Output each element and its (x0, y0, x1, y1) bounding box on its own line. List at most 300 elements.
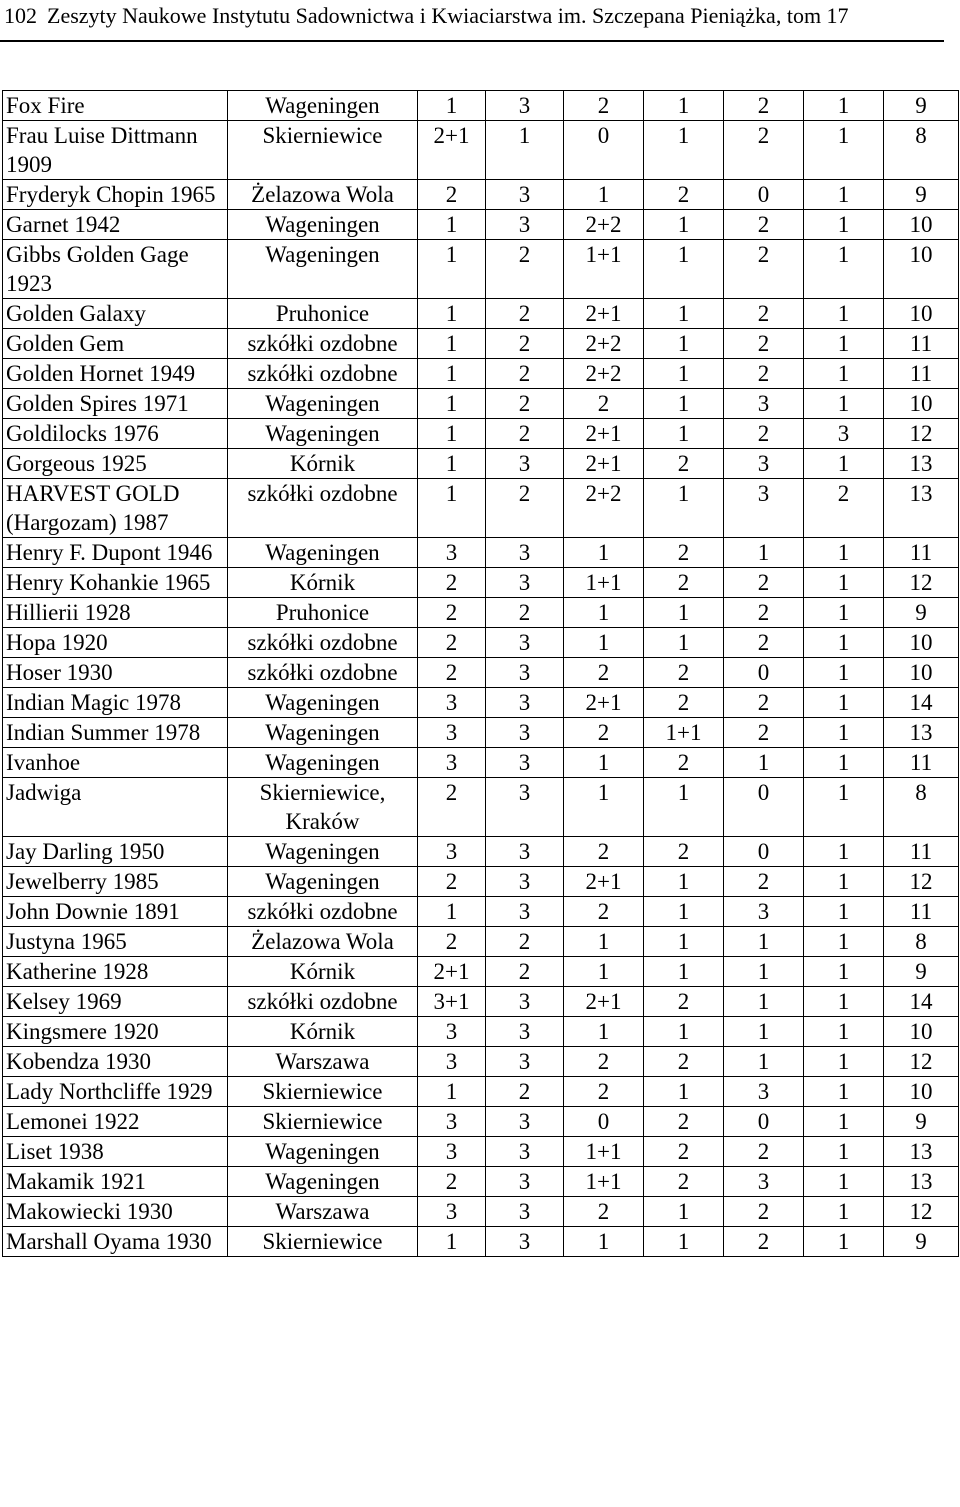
total-score-cell: 14 (884, 987, 959, 1017)
origin-cell: szkółki ozdobne (228, 897, 418, 927)
score-cell: 2 (486, 299, 564, 329)
score-cell: 1 (418, 299, 486, 329)
score-cell: 1 (804, 718, 884, 748)
score-cell: 2 (724, 867, 804, 897)
cultivar-name-cell: Marshall Oyama 1930 (3, 1227, 228, 1257)
score-cell: 1 (644, 1077, 724, 1107)
score-cell: 3 (486, 1197, 564, 1227)
score-cell: 0 (724, 180, 804, 210)
score-cell: 3 (486, 987, 564, 1017)
total-score-cell: 10 (884, 210, 959, 240)
score-cell: 2 (644, 748, 724, 778)
score-cell: 3 (486, 1047, 564, 1077)
score-cell: 1 (804, 1047, 884, 1077)
table-row (3, 897, 959, 927)
score-cell: 3 (486, 1107, 564, 1137)
page-header (0, 0, 944, 42)
score-cell: 2 (564, 897, 644, 927)
cultivar-name-cell: Makowiecki 1930 (3, 1197, 228, 1227)
score-cell: 1 (804, 927, 884, 957)
cultivar-table (2, 90, 959, 1257)
total-score-cell: 11 (884, 748, 959, 778)
origin-cell: Kórnik (228, 1017, 418, 1047)
origin-cell: Wageningen (228, 210, 418, 240)
score-cell: 1 (644, 897, 724, 927)
origin-cell: Wageningen (228, 837, 418, 867)
score-cell: 2+2 (564, 210, 644, 240)
score-cell: 3 (486, 688, 564, 718)
total-score-cell: 10 (884, 240, 959, 299)
cultivar-name-cell: Gibbs Golden Gage 1923 (3, 240, 228, 299)
page-number: 102 (4, 3, 37, 28)
total-score-cell: 12 (884, 1047, 959, 1077)
table-row (3, 927, 959, 957)
score-cell: 1 (724, 1017, 804, 1047)
score-cell: 3 (418, 538, 486, 568)
total-score-cell: 10 (884, 628, 959, 658)
origin-cell: Skierniewice (228, 1107, 418, 1137)
score-cell: 1 (804, 1017, 884, 1047)
table-row (3, 210, 959, 240)
cultivar-name-cell: John Downie 1891 (3, 897, 228, 927)
table-row (3, 837, 959, 867)
score-cell: 2 (644, 180, 724, 210)
cultivar-name-cell: Makamik 1921 (3, 1167, 228, 1197)
cultivar-name-cell: Jadwiga (3, 778, 228, 837)
score-cell: 2+1 (564, 688, 644, 718)
score-cell: 2 (486, 240, 564, 299)
score-cell: 2 (564, 1197, 644, 1227)
cultivar-name-cell: Liset 1938 (3, 1137, 228, 1167)
table-row (3, 987, 959, 1017)
score-cell: 1 (804, 449, 884, 479)
score-cell: 1 (564, 598, 644, 628)
score-cell: 2 (724, 718, 804, 748)
score-cell: 2 (418, 867, 486, 897)
cultivar-name-cell: Hillierii 1928 (3, 598, 228, 628)
cultivar-name-cell: HARVEST GOLD (Hargozam) 1987 (3, 479, 228, 538)
table-row (3, 688, 959, 718)
score-cell: 2 (564, 837, 644, 867)
score-cell: 1 (804, 957, 884, 987)
score-cell: 2 (644, 1167, 724, 1197)
score-cell: 3 (486, 628, 564, 658)
score-cell: 2+1 (418, 957, 486, 987)
score-cell: 2 (724, 568, 804, 598)
score-cell: 2+1 (564, 419, 644, 449)
cultivar-name-cell: Justyna 1965 (3, 927, 228, 957)
score-cell: 1+1 (564, 1167, 644, 1197)
origin-cell: Skierniewice, Kraków (228, 778, 418, 837)
score-cell: 2 (724, 1227, 804, 1257)
total-score-cell: 13 (884, 1167, 959, 1197)
score-cell: 0 (564, 1107, 644, 1137)
score-cell: 2 (644, 1137, 724, 1167)
score-cell: 1 (418, 449, 486, 479)
score-cell: 3 (486, 897, 564, 927)
score-cell: 3 (486, 1227, 564, 1257)
journal-title: Zeszyty Naukowe Instytutu Sadownictwa i Kwiaciarstwa im. Szczepana Pieniążka, tom 17 (47, 3, 849, 28)
score-cell: 2 (486, 479, 564, 538)
score-cell: 1 (804, 688, 884, 718)
score-cell: 2 (724, 359, 804, 389)
score-cell: 3 (486, 91, 564, 121)
score-cell: 2 (724, 1197, 804, 1227)
score-cell: 2 (564, 389, 644, 419)
score-cell: 2 (564, 1077, 644, 1107)
score-cell: 1 (644, 867, 724, 897)
score-cell: 3 (418, 688, 486, 718)
score-cell: 1 (644, 210, 724, 240)
cultivar-name-cell: Kelsey 1969 (3, 987, 228, 1017)
table-row (3, 91, 959, 121)
origin-cell: Kórnik (228, 957, 418, 987)
score-cell: 1 (644, 240, 724, 299)
score-cell: 2+2 (564, 359, 644, 389)
score-cell: 2 (564, 658, 644, 688)
score-cell: 1 (804, 299, 884, 329)
origin-cell: Wageningen (228, 389, 418, 419)
origin-cell: Warszawa (228, 1197, 418, 1227)
score-cell: 1 (564, 927, 644, 957)
score-cell: 3 (418, 1017, 486, 1047)
table-row (3, 329, 959, 359)
origin-cell: Wageningen (228, 688, 418, 718)
score-cell: 2+2 (564, 329, 644, 359)
table-row (3, 778, 959, 837)
score-cell: 3 (418, 1197, 486, 1227)
score-cell: 3 (486, 748, 564, 778)
table-row (3, 628, 959, 658)
score-cell: 1 (418, 419, 486, 449)
score-cell: 2 (486, 329, 564, 359)
score-cell: 2 (486, 359, 564, 389)
origin-cell: Wageningen (228, 1167, 418, 1197)
score-cell: 1 (564, 180, 644, 210)
total-score-cell: 13 (884, 718, 959, 748)
cultivar-name-cell: Indian Summer 1978 (3, 718, 228, 748)
origin-cell: Wageningen (228, 240, 418, 299)
score-cell: 1 (418, 329, 486, 359)
score-cell: 2 (724, 419, 804, 449)
table-row (3, 479, 959, 538)
score-cell: 1 (804, 1077, 884, 1107)
score-cell: 1 (564, 628, 644, 658)
score-cell: 1 (804, 538, 884, 568)
score-cell: 2 (418, 1167, 486, 1197)
score-cell: 3 (724, 897, 804, 927)
total-score-cell: 9 (884, 180, 959, 210)
cultivar-name-cell: Fox Fire (3, 91, 228, 121)
table-row (3, 1047, 959, 1077)
score-cell: 1 (804, 1227, 884, 1257)
cultivar-name-cell: Hoser 1930 (3, 658, 228, 688)
score-cell: 2 (644, 568, 724, 598)
score-cell: 1 (418, 240, 486, 299)
score-cell: 2 (418, 180, 486, 210)
score-cell: 1 (564, 748, 644, 778)
total-score-cell: 10 (884, 658, 959, 688)
score-cell: 3 (418, 1107, 486, 1137)
score-cell: 1 (804, 598, 884, 628)
score-cell: 1 (724, 1047, 804, 1077)
score-cell: 1 (804, 359, 884, 389)
total-score-cell: 10 (884, 389, 959, 419)
cultivar-name-cell: Golden Spires 1971 (3, 389, 228, 419)
total-score-cell: 8 (884, 121, 959, 180)
cultivar-name-cell: Lemonei 1922 (3, 1107, 228, 1137)
score-cell: 2 (418, 658, 486, 688)
score-cell: 2+1 (564, 449, 644, 479)
score-cell: 2 (486, 598, 564, 628)
score-cell: 2 (724, 1137, 804, 1167)
table-body (3, 91, 959, 1257)
table-row (3, 568, 959, 598)
score-cell: 1 (644, 1017, 724, 1047)
total-score-cell: 11 (884, 837, 959, 867)
score-cell: 2 (418, 628, 486, 658)
score-cell: 1 (644, 778, 724, 837)
score-cell: 1 (418, 897, 486, 927)
total-score-cell: 9 (884, 598, 959, 628)
total-score-cell: 8 (884, 927, 959, 957)
score-cell: 1 (804, 837, 884, 867)
total-score-cell: 11 (884, 538, 959, 568)
score-cell: 1 (644, 479, 724, 538)
score-cell: 2+1 (564, 867, 644, 897)
score-cell: 2 (724, 240, 804, 299)
score-cell: 3 (724, 449, 804, 479)
score-cell: 1 (644, 1197, 724, 1227)
origin-cell: Kórnik (228, 568, 418, 598)
origin-cell: Skierniewice (228, 121, 418, 180)
score-cell: 1 (804, 389, 884, 419)
table-row (3, 538, 959, 568)
origin-cell: Wageningen (228, 748, 418, 778)
total-score-cell: 12 (884, 867, 959, 897)
table-row (3, 1137, 959, 1167)
score-cell: 1 (804, 658, 884, 688)
score-cell: 3 (486, 1137, 564, 1167)
score-cell: 0 (724, 658, 804, 688)
score-cell: 1 (804, 329, 884, 359)
table-row (3, 867, 959, 897)
score-cell: 1 (644, 598, 724, 628)
origin-cell: Wageningen (228, 419, 418, 449)
table-row (3, 1017, 959, 1047)
cultivar-name-cell: Henry Kohankie 1965 (3, 568, 228, 598)
score-cell: 3 (486, 1017, 564, 1047)
score-cell: 2 (644, 1107, 724, 1137)
table-row (3, 449, 959, 479)
origin-cell: szkółki ozdobne (228, 479, 418, 538)
score-cell: 3 (418, 748, 486, 778)
score-cell: 2 (486, 957, 564, 987)
origin-cell: szkółki ozdobne (228, 658, 418, 688)
score-cell: 1 (418, 1227, 486, 1257)
score-cell: 3 (486, 867, 564, 897)
origin-cell: Żelazowa Wola (228, 180, 418, 210)
total-score-cell: 11 (884, 897, 959, 927)
score-cell: 2 (564, 91, 644, 121)
score-cell: 3 (724, 1167, 804, 1197)
score-cell: 2 (644, 987, 724, 1017)
total-score-cell: 13 (884, 449, 959, 479)
score-cell: 1 (644, 927, 724, 957)
table-row (3, 1107, 959, 1137)
score-cell: 0 (724, 778, 804, 837)
score-cell: 2 (724, 299, 804, 329)
score-cell: 1 (418, 359, 486, 389)
table-row (3, 180, 959, 210)
score-cell: 1 (804, 91, 884, 121)
score-cell: 2 (724, 210, 804, 240)
score-cell: 1+1 (564, 240, 644, 299)
score-cell: 1 (804, 1107, 884, 1137)
cultivar-name-cell: Frau Luise Dittmann 1909 (3, 121, 228, 180)
score-cell: 2 (418, 568, 486, 598)
score-cell: 1 (564, 1227, 644, 1257)
score-cell: 2 (644, 658, 724, 688)
score-cell: 2 (486, 389, 564, 419)
score-cell: 1 (644, 957, 724, 987)
score-cell: 1 (644, 419, 724, 449)
score-cell: 1 (804, 1167, 884, 1197)
origin-cell: Wageningen (228, 1137, 418, 1167)
score-cell: 3 (724, 479, 804, 538)
score-cell: 1+1 (644, 718, 724, 748)
score-cell: 2 (564, 718, 644, 748)
score-cell: 3 (418, 837, 486, 867)
cultivar-name-cell: Fryderyk Chopin 1965 (3, 180, 228, 210)
score-cell: 1 (644, 299, 724, 329)
score-cell: 1 (804, 568, 884, 598)
table-row (3, 121, 959, 180)
score-cell: 3 (418, 1047, 486, 1077)
score-cell: 1 (564, 778, 644, 837)
score-cell: 2 (724, 121, 804, 180)
origin-cell: Warszawa (228, 1047, 418, 1077)
score-cell: 1 (804, 1137, 884, 1167)
table-row (3, 718, 959, 748)
score-cell: 2 (486, 419, 564, 449)
cultivar-name-cell: Katherine 1928 (3, 957, 228, 987)
score-cell: 2 (644, 449, 724, 479)
total-score-cell: 13 (884, 479, 959, 538)
cultivar-name-cell: Golden Galaxy (3, 299, 228, 329)
table-row (3, 419, 959, 449)
score-cell: 1 (644, 389, 724, 419)
score-cell: 3+1 (418, 987, 486, 1017)
total-score-cell: 8 (884, 778, 959, 837)
score-cell: 2 (418, 927, 486, 957)
origin-cell: szkółki ozdobne (228, 987, 418, 1017)
score-cell: 2 (418, 598, 486, 628)
cultivar-name-cell: Golden Gem (3, 329, 228, 359)
score-cell: 1 (804, 240, 884, 299)
score-cell: 3 (418, 1137, 486, 1167)
cultivar-name-cell: Lady Northcliffe 1929 (3, 1077, 228, 1107)
cultivar-name-cell: Goldilocks 1976 (3, 419, 228, 449)
origin-cell: Wageningen (228, 91, 418, 121)
table-row (3, 389, 959, 419)
cultivar-name-cell: Jewelberry 1985 (3, 867, 228, 897)
origin-cell: Pruhonice (228, 299, 418, 329)
score-cell: 1 (724, 748, 804, 778)
origin-cell: szkółki ozdobne (228, 359, 418, 389)
score-cell: 1 (418, 479, 486, 538)
origin-cell: Skierniewice (228, 1227, 418, 1257)
score-cell: 1 (418, 210, 486, 240)
score-cell: 1 (564, 957, 644, 987)
score-cell: 2+1 (418, 121, 486, 180)
score-cell: 2 (564, 1047, 644, 1077)
origin-cell: Wageningen (228, 538, 418, 568)
score-cell: 3 (486, 568, 564, 598)
score-cell: 1 (418, 389, 486, 419)
score-cell: 1 (724, 927, 804, 957)
score-cell: 3 (804, 419, 884, 449)
score-cell: 1 (644, 1227, 724, 1257)
score-cell: 1 (418, 1077, 486, 1107)
score-cell: 3 (486, 658, 564, 688)
table-row (3, 1227, 959, 1257)
origin-cell: Skierniewice (228, 1077, 418, 1107)
score-cell: 2+2 (564, 479, 644, 538)
table-row (3, 240, 959, 299)
score-cell: 1 (804, 121, 884, 180)
origin-cell: szkółki ozdobne (228, 628, 418, 658)
total-score-cell: 10 (884, 299, 959, 329)
score-cell: 1 (804, 180, 884, 210)
origin-cell: Wageningen (228, 718, 418, 748)
total-score-cell: 12 (884, 1197, 959, 1227)
score-cell: 1 (418, 91, 486, 121)
cultivar-name-cell: Gorgeous 1925 (3, 449, 228, 479)
total-score-cell: 11 (884, 329, 959, 359)
score-cell: 2 (724, 598, 804, 628)
score-cell: 0 (564, 121, 644, 180)
score-cell: 1 (564, 1017, 644, 1047)
score-cell: 3 (486, 837, 564, 867)
score-cell: 1 (804, 1197, 884, 1227)
total-score-cell: 14 (884, 688, 959, 718)
score-cell: 1 (804, 628, 884, 658)
total-score-cell: 11 (884, 359, 959, 389)
score-cell: 2 (644, 837, 724, 867)
score-cell: 2 (724, 329, 804, 359)
total-score-cell: 10 (884, 1077, 959, 1107)
score-cell: 2 (644, 688, 724, 718)
cultivar-name-cell: Golden Hornet 1949 (3, 359, 228, 389)
origin-cell: Pruhonice (228, 598, 418, 628)
total-score-cell: 12 (884, 419, 959, 449)
score-cell: 1 (486, 121, 564, 180)
total-score-cell: 9 (884, 1227, 959, 1257)
table-row (3, 299, 959, 329)
table-row (3, 598, 959, 628)
cultivar-name-cell: Jay Darling 1950 (3, 837, 228, 867)
score-cell: 2 (644, 1047, 724, 1077)
score-cell: 1 (644, 628, 724, 658)
score-cell: 1 (804, 867, 884, 897)
score-cell: 1+1 (564, 568, 644, 598)
table-row (3, 658, 959, 688)
score-cell: 2 (724, 688, 804, 718)
table-row (3, 1197, 959, 1227)
origin-cell: Wageningen (228, 867, 418, 897)
table-row (3, 957, 959, 987)
